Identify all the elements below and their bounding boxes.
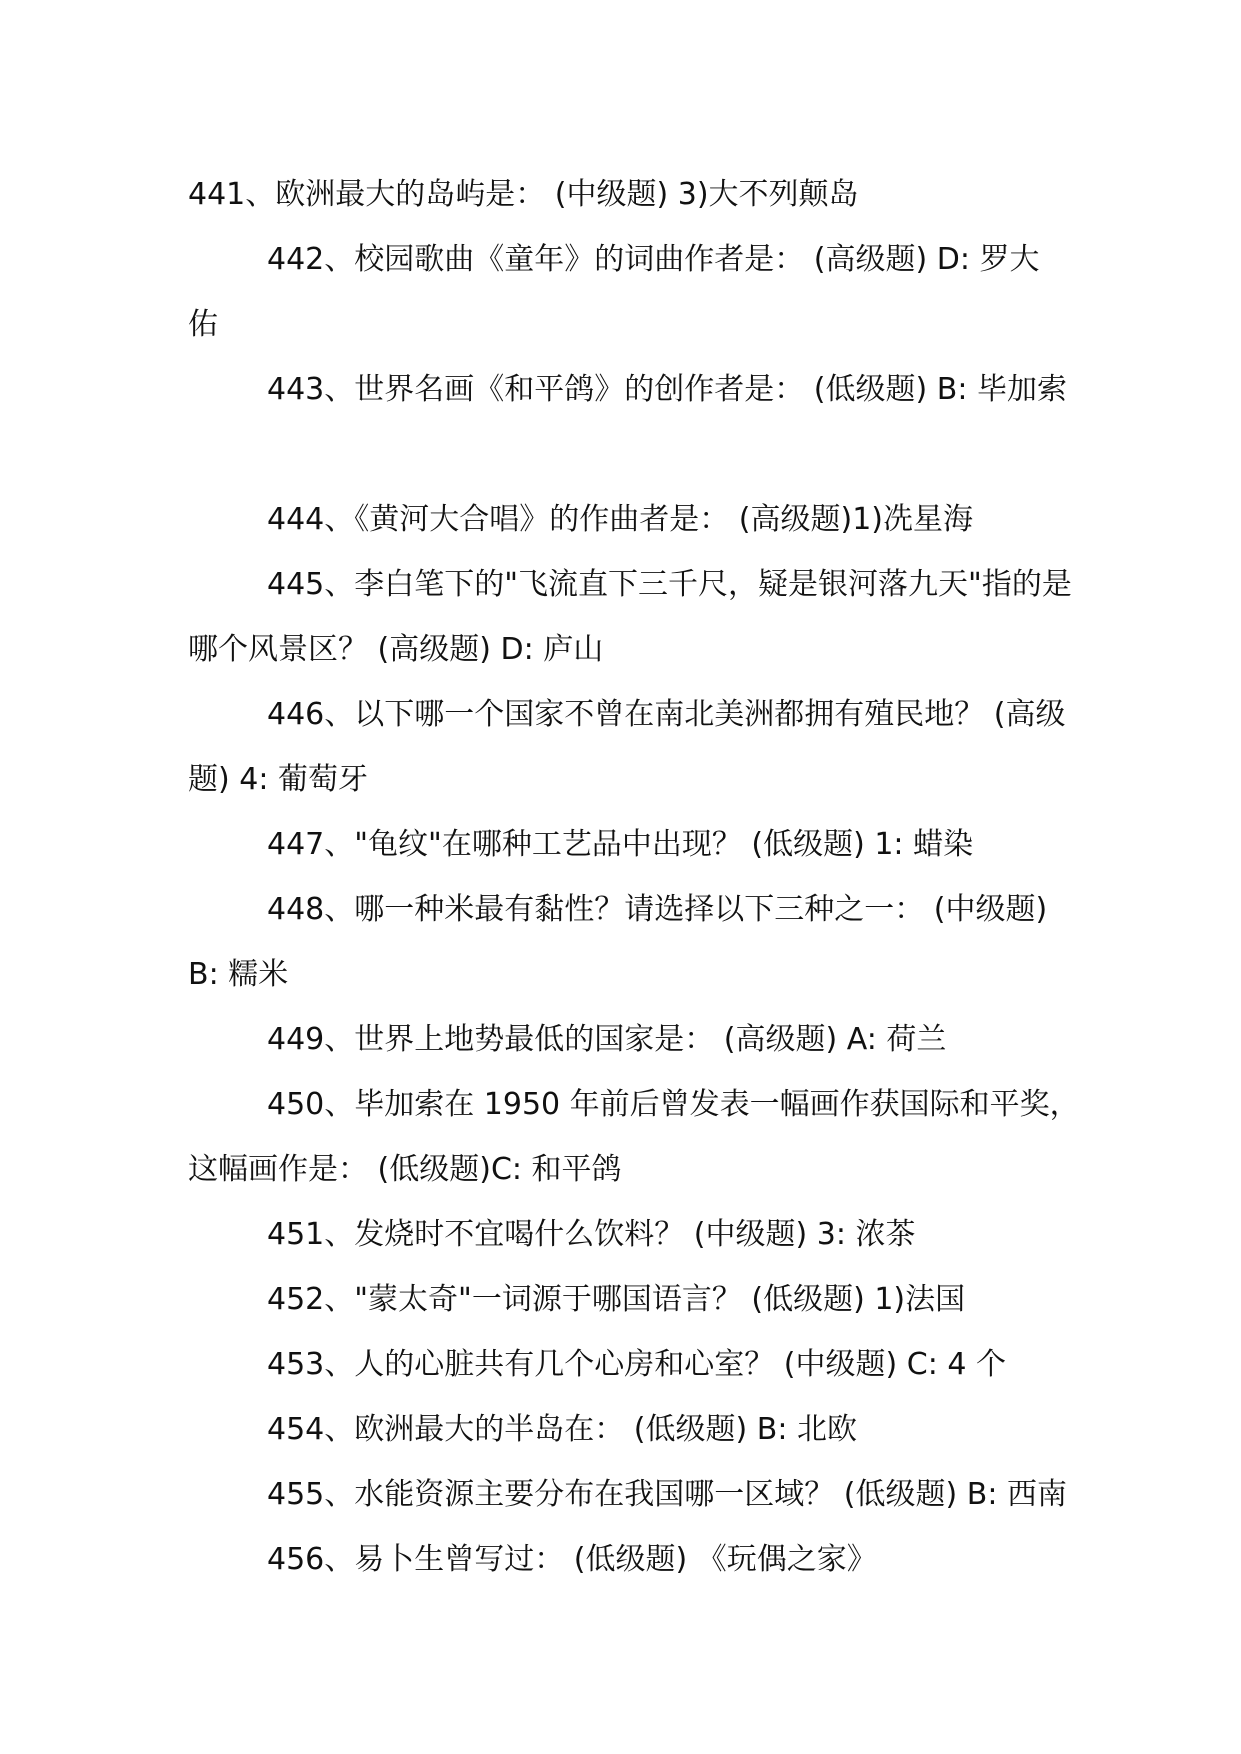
question-442: 442、校园歌曲《童年》的词曲作者是： (高级题) D: 罗大 xyxy=(267,242,1040,277)
question-447: 447、"龟纹"在哪种工艺品中出现？ (低级题) 1: 蜡染 xyxy=(267,827,974,862)
question-441: 441、欧洲最大的岛屿是： (中级题) 3)大不列颠岛 xyxy=(188,177,859,212)
question-450: 450、毕加索在 1950 年前后曾发表一幅画作获国际和平奖， xyxy=(267,1087,1080,1122)
question-445: 445、李白笔下的"飞流直下三千尺，疑是银河落九天"指的是 xyxy=(267,567,1072,602)
question-446: 446、以下哪一个国家不曾在南北美洲都拥有殖民地？ (高级 xyxy=(267,697,1066,732)
question-451: 451、发烧时不宜喝什么饮料？ (中级题) 3: 浓茶 xyxy=(267,1217,916,1252)
qa-text-block xyxy=(188,162,1152,1592)
question-446-continuation: 题) 4: 葡萄牙 xyxy=(188,762,368,797)
question-456: 456、易卜生曾写过： (低级题) 《玩偶之家》 xyxy=(267,1542,877,1577)
question-449: 449、世界上地势最低的国家是： (高级题) A: 荷兰 xyxy=(267,1022,947,1057)
question-443: 443、世界名画《和平鸽》的创作者是： (低级题) B: 毕加索 xyxy=(267,372,1067,407)
question-452: 452、"蒙太奇"一词源于哪国语言？ (低级题) 1)法国 xyxy=(267,1282,966,1317)
question-448: 448、哪一种米最有黏性？请选择以下三种之一： (中级题) xyxy=(267,892,1048,927)
question-445-continuation: 哪个风景区？ (高级题) D: 庐山 xyxy=(188,632,604,667)
question-450-continuation: 这幅画作是： (低级题)C: 和平鸽 xyxy=(188,1152,622,1187)
question-442-continuation: 佑 xyxy=(188,307,218,342)
question-455: 455、水能资源主要分布在我国哪一区域？ (低级题) B: 西南 xyxy=(267,1477,1067,1512)
question-453: 453、人的心脏共有几个心房和心室？ (中级题) C: 4 个 xyxy=(267,1347,1006,1382)
question-444: 444、《黄河大合唱》的作曲者是： (高级题)1)冼星海 xyxy=(267,502,973,537)
blank-line xyxy=(188,422,1152,487)
question-454: 454、欧洲最大的半岛在： (低级题) B: 北欧 xyxy=(267,1412,857,1447)
question-448-continuation: B: 糯米 xyxy=(188,957,289,992)
